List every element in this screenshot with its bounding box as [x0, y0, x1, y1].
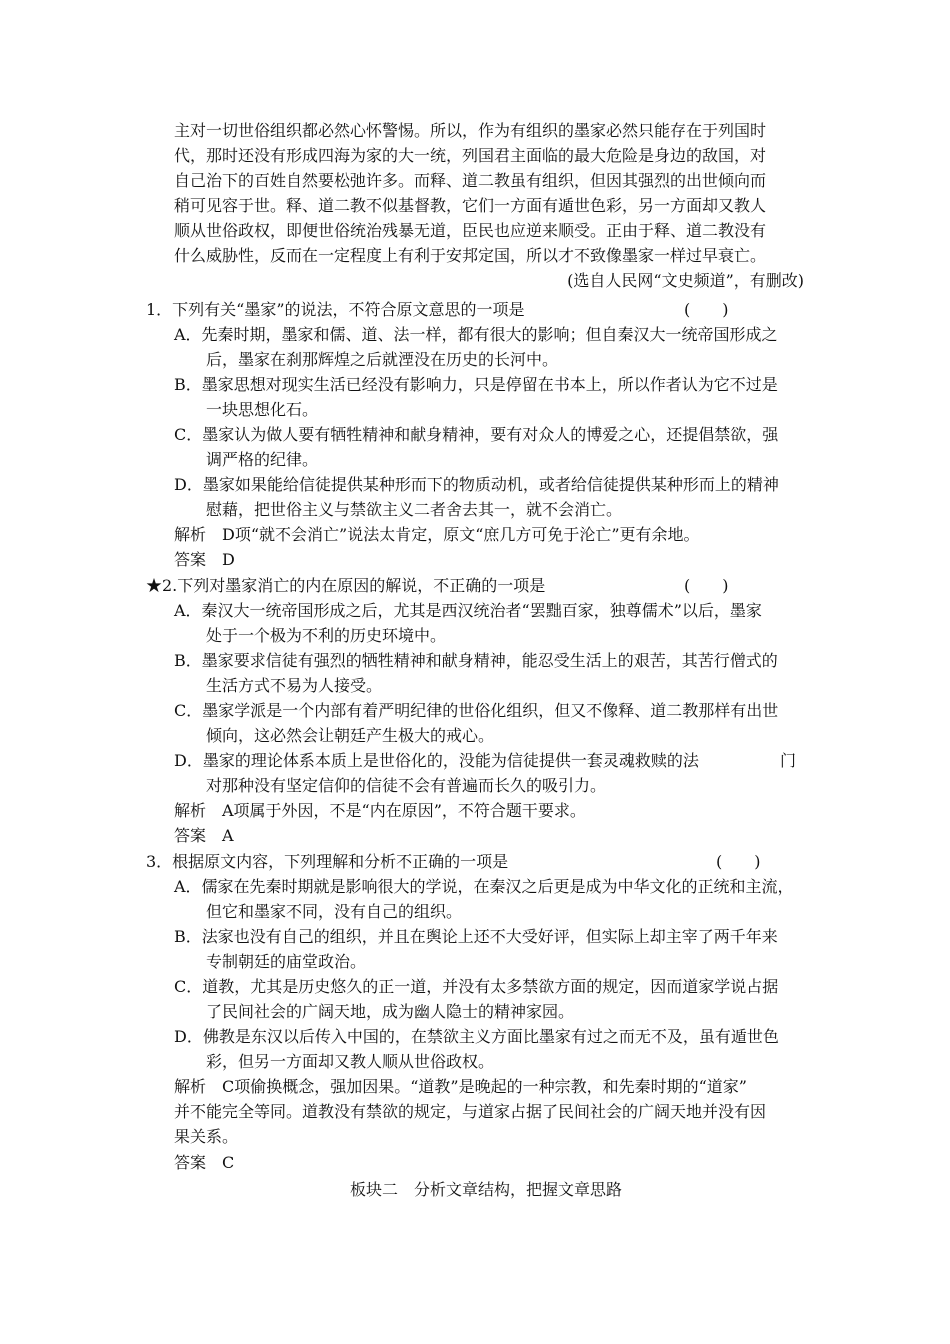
- option-c-line1: C．墨家学派是一个内部有着严明纪律的世俗化组织，但又不像释、道二教那样有出世: [174, 701, 779, 720]
- option-d-line2: 慰藉，把世俗主义与禁欲主义二者舍去其一，就不会消亡。: [206, 500, 623, 519]
- question-stem-text: 1．下列有关“墨家”的说法，不符合原文意思的一项是: [146, 300, 525, 319]
- option-a-line1: A．先秦时期，墨家和儒、道、法一样，都有很大的影响；但自秦汉大一统帝国形成之: [174, 325, 778, 344]
- answer: 答案 C: [174, 1153, 235, 1172]
- option-d-line2: 彩，但另一方面却又教人顺从世俗政权。: [206, 1052, 495, 1071]
- passage-source-row: [0, 268, 950, 293]
- option-b-line1: B．法家也没有自己的组织，并且在舆论上还不大受好评，但实际上却主宰了两千年来: [174, 927, 778, 946]
- question-2-stem: [146, 573, 950, 598]
- option-a-line2: 处于一个极为不利的历史环境中。: [206, 626, 447, 645]
- option-b-line1: B．墨家思想对现实生活已经没有影响力，只是停留在书本上，所以作者认为它不过是: [174, 375, 778, 394]
- option-d-line1: D．墨家如果能给信徒提供某种形而下的物质动机，或者给信徒提供某种形而上的精神: [174, 475, 779, 494]
- option-d-trailing-char: 门: [780, 751, 797, 770]
- option-a-line2: 但它和墨家不同，没有自己的组织。: [206, 902, 463, 921]
- section-heading: 板块二 分析文章结构，把握文章思路: [350, 1180, 623, 1199]
- option-d-line2: 对那种没有坚定信仰的信徒不会有普遍而长久的吸引力。: [206, 776, 607, 795]
- analysis: 解析 A项属于外因，不是“内在原因”，不符合题干要求。: [174, 801, 586, 820]
- option-d-line1-row: [0, 748, 950, 773]
- question-stem-text: 3．根据原文内容，下列理解和分析不正确的一项是: [146, 852, 509, 871]
- question-3-stem: [146, 849, 950, 874]
- answer-blank: ( ): [684, 576, 729, 595]
- answer: 答案 A: [174, 826, 234, 845]
- question-stem-text: ★2.下列对墨家消亡的内在原因的解说，不正确的一项是: [146, 576, 546, 595]
- option-b-line2: 专制朝廷的庙堂政治。: [206, 952, 367, 971]
- analysis: 解析 D项“就不会消亡”说法太肯定，原文“庶几方可免于沦亡”更有余地。: [174, 525, 700, 544]
- analysis-line: 解析 C项偷换概念，强加因果。“道教”是晚起的一种宗教，和先秦时期的“道家”: [174, 1077, 747, 1096]
- passage-line: 稍可见容于世。释、道二教不似基督教，它们一方面有遁世色彩，另一方面却又教人: [174, 196, 767, 215]
- option-b-line1: B．墨家要求信徒有强烈的牺牲精神和献身精神，能忍受生活上的艰苦，其苦行僧式的: [174, 651, 778, 670]
- option-a-line2: 后，墨家在刹那辉煌之后就湮没在历史的长河中。: [206, 350, 559, 369]
- passage-line: 主对一切世俗组织都必然心怀警惕。所以，作为有组织的墨家必然只能存在于列国时: [174, 121, 767, 140]
- passage-line: 顺从世俗政权，即便世俗统治残暴无道，臣民也应逆来顺受。正由于释、道二教没有: [174, 221, 767, 240]
- option-d-line1: D．墨家的理论体系本质上是世俗化的，没能为信徒提供一套灵魂救赎的法: [174, 751, 699, 770]
- option-a-line1: A．儒家在先秦时期就是影响很大的学说，在秦汉之后更是成为中华文化的正统和主流，: [174, 877, 794, 896]
- passage-line: 自己治下的百姓自然要松弛许多。而释、道二教虽有组织，但因其强烈的出世倾向而: [174, 171, 767, 190]
- option-b-line2: 一块思想化石。: [206, 400, 319, 419]
- option-c-line2: 倾向，这必然会让朝廷产生极大的戒心。: [206, 726, 495, 745]
- passage-source: (选自人民网“文史频道”，有删改): [567, 271, 804, 290]
- option-a-line1: A．秦汉大一统帝国形成之后，尤其是西汉统治者“罢黜百家，独尊儒术”以后，墨家: [174, 601, 762, 620]
- option-d-line1: D．佛教是东汉以后传入中国的，在禁欲主义方面比墨家有过之而无不及，虽有遁世色: [174, 1027, 779, 1046]
- option-c-line1: C．道教，尤其是历史悠久的正一道，并没有太多禁欲方面的规定，因而道家学说占据: [174, 977, 779, 996]
- option-c-line2: 调严格的纪律。: [206, 450, 319, 469]
- answer: 答案 D: [174, 550, 235, 569]
- analysis-line: 果关系。: [174, 1127, 239, 1146]
- option-b-line2: 生活方式不易为人接受。: [206, 676, 383, 695]
- option-c-line2: 了民间社会的广阔天地，成为幽人隐士的精神家园。: [206, 1002, 575, 1021]
- analysis-line: 并不能完全等同。道教没有禁欲的规定，与道家占据了民间社会的广阔天地并没有因: [174, 1102, 767, 1121]
- option-c-line1: C．墨家认为做人要有牺牲精神和献身精神，要有对众人的博爱之心，还提倡禁欲，强: [174, 425, 779, 444]
- question-1-stem: [146, 297, 950, 322]
- passage-line: 代，那时还没有形成四海为家的大一统，列国君主面临的最大危险是身边的敌国，对: [174, 146, 767, 165]
- passage-line: 什么威胁性，反而在一定程度上有利于安邦定国，所以才不致像墨家一样过早衰亡。: [174, 246, 767, 265]
- answer-blank: ( ): [716, 852, 761, 871]
- answer-blank: ( ): [684, 300, 729, 319]
